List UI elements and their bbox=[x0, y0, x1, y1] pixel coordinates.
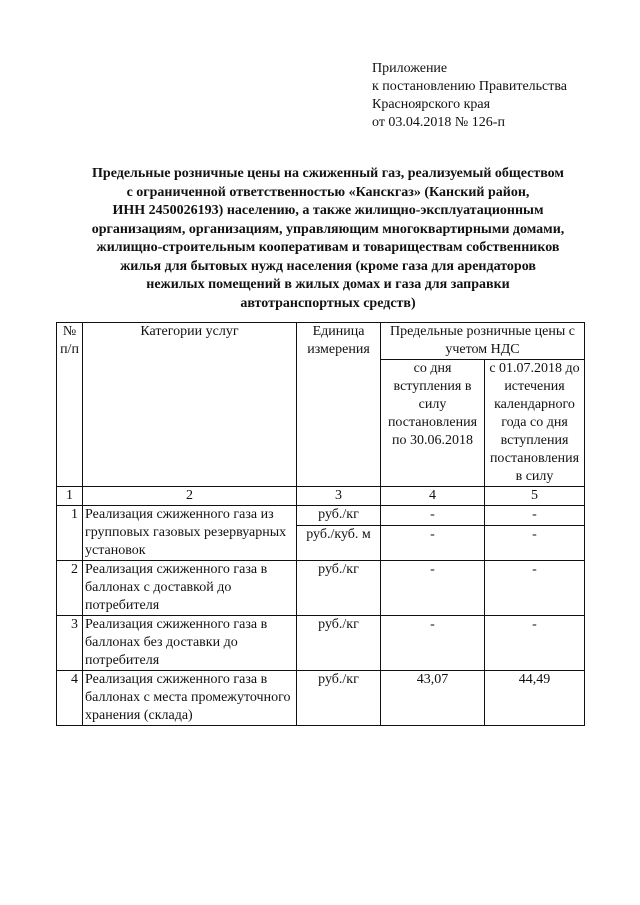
row-unit: руб./кг bbox=[297, 671, 381, 726]
row-unit: руб./кг bbox=[297, 506, 381, 526]
title-line: жилья для бытовых нужд населения (кроме газа для арендаторов bbox=[120, 258, 536, 274]
row-unit: руб./кг bbox=[297, 561, 381, 616]
title-line: организациям, организациям, управляющим многоквартирными домами, bbox=[91, 221, 565, 237]
row-price-p1: - bbox=[381, 506, 485, 526]
row-num: 2 bbox=[57, 561, 83, 616]
row-price-p2: 44,49 bbox=[485, 671, 585, 726]
colnum: 1 bbox=[57, 487, 83, 506]
header-num: № п/п bbox=[57, 323, 83, 487]
appendix-line: от 03.04.2018 № 126-п bbox=[372, 115, 505, 130]
row-num: 4 bbox=[57, 671, 83, 726]
row-num: 3 bbox=[57, 616, 83, 671]
row-price-p1: - bbox=[381, 526, 485, 561]
title-line: автотранспортных средств) bbox=[240, 295, 416, 311]
document-title bbox=[60, 165, 596, 313]
colnum: 3 bbox=[297, 487, 381, 506]
table-row bbox=[57, 561, 585, 616]
header-period2: с 01.07.2018 до истечения календарного года со дня вступления постановления в силу bbox=[485, 360, 585, 487]
header-unit: Единица измерения bbox=[297, 323, 381, 487]
title-line: с ограниченной ответственностью «Канскгаз» (Канский район, bbox=[126, 184, 530, 200]
header-prices: Предельные розничные цены с учетом НДС bbox=[381, 323, 585, 360]
title-line: жилищно-строительным кооперативам и товариществам собственников bbox=[96, 240, 560, 255]
appendix-line: к постановлению Правительства bbox=[372, 79, 568, 94]
colnum: 2 bbox=[83, 487, 297, 506]
header-period1: со дня вступления в силу постановления по 30.06.2018 bbox=[381, 360, 485, 487]
row-category: Реализация сжиженного газа в баллонах без доставки до потребителя bbox=[83, 616, 297, 671]
row-price-p2: - bbox=[485, 616, 585, 671]
row-category: Реализация сжиженного газа в баллонах с доставкой до потребителя bbox=[83, 561, 297, 616]
row-category: Реализация сжиженного газа из групповых газовых резервуарных установок bbox=[83, 506, 297, 561]
appendix-line: Приложение bbox=[372, 61, 448, 76]
appendix-line: Красноярского края bbox=[372, 97, 491, 112]
colnum: 5 bbox=[485, 487, 585, 506]
row-category: Реализация сжиженного газа в баллонах с места промежуточного хранения (склада) bbox=[83, 671, 297, 726]
price-table bbox=[56, 322, 585, 726]
row-price-p1: 43,07 bbox=[381, 671, 485, 726]
table-row bbox=[57, 616, 585, 671]
row-num: 1 bbox=[57, 506, 83, 561]
row-price-p2: - bbox=[485, 561, 585, 616]
row-unit: руб./куб. м bbox=[297, 526, 381, 561]
appendix-note bbox=[372, 60, 567, 132]
row-price-p1: - bbox=[381, 561, 485, 616]
colnum: 4 bbox=[381, 487, 485, 506]
row-price-p1: - bbox=[381, 616, 485, 671]
row-unit: руб./кг bbox=[297, 616, 381, 671]
title-line: ИНН 2450026193) населению, а также жилищно-эксплуатационным bbox=[112, 203, 544, 218]
column-number-row bbox=[57, 487, 585, 506]
row-price-p2: - bbox=[485, 526, 585, 561]
row-price-p2: - bbox=[485, 506, 585, 526]
table-row bbox=[57, 506, 585, 526]
title-line: нежилых помещений в жилых домах и газа для заправки bbox=[146, 277, 510, 292]
table-row bbox=[57, 671, 585, 726]
title-line: Предельные розничные цены на сжиженный газ, реализуемый обществом bbox=[92, 166, 564, 181]
header-row bbox=[57, 323, 585, 360]
header-category: Категории услуг bbox=[83, 323, 297, 487]
